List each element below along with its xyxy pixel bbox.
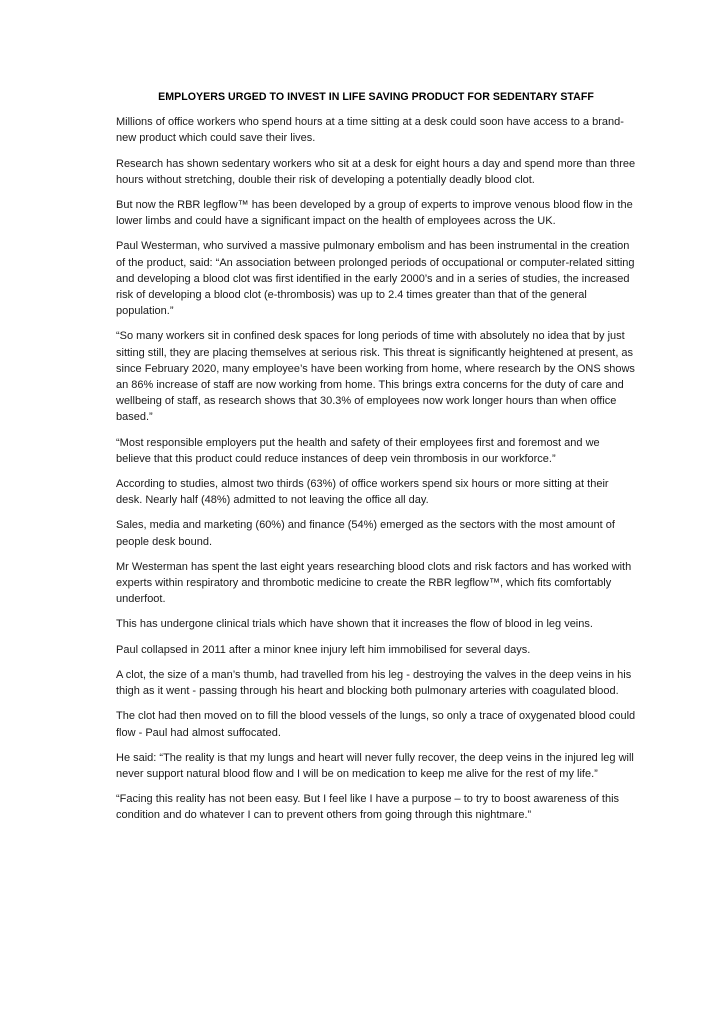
article-paragraph-10: This has undergone clinical trials which have shown that it increases the flow of blood in leg veins. (116, 618, 593, 631)
article-paragraph-13: The clot had then moved on to fill the blood vessels of the lungs, so only a trace of oxygenated blood could flow - Paul had almost suffocated. (116, 710, 636, 739)
article-paragraph-8: Sales, media and marketing (60%) and finance (54%) emerged as the sectors with the most amount of people desk bound. (116, 519, 615, 548)
article-body (116, 89, 636, 833)
article-paragraph-12: A clot, the size of a man’s thumb, had travelled from his leg - destroying the valves in the deep veins in his thigh as it went - passing through his heart and blocking both pulmonary arteries with coagulated blood. (116, 668, 632, 698)
article-paragraph-14: He said: “The reality is that my lungs and heart will never fully recover, the deep veins in the injured leg will never support natural blood flow and I will be on medication to keep me alive for the rest of my life.” (116, 751, 634, 780)
article-paragraph-15: “Facing this reality has not been easy. But I feel like I have a purpose – to try to boost awareness of this condition and do whatever I can to prevent others from going through this nightmare.” (116, 793, 620, 822)
article-paragraph-5: “So many workers sit in confined desk spaces for long periods of time with absolutely no idea that by just sitting still, they are placing themselves at serious risk. This threat is significantly heightened at present, as since February 2020, many employee’s have been working from home, where research by the ONS shows an 86% increase of staff are now working from home. This brings extra concerns for the duty of care and wellbeing of staff, as research shows that 30.3% of employees now work longer hours than when office based.” (116, 330, 635, 424)
article-headline: EMPLOYERS URGED TO INVEST IN LIFE SAVING PRODUCT FOR SEDENTARY STAFF (158, 91, 594, 103)
article-paragraph-11: Paul collapsed in 2011 after a minor knee injury left him immobilised for several days. (116, 643, 531, 656)
article-paragraph-9: Mr Westerman has spent the last eight years researching blood clots and risk factors and has worked with experts within respiratory and thrombotic medicine to create the RBR legflow™, which fits comfortably underfoot. (116, 560, 632, 606)
article-paragraph-7: According to studies, almost two thirds (63%) of office workers spend six hours or more sitting at their desk. Nearly half (48%) admitted to not leaving the office all day. (116, 478, 609, 507)
article-paragraph-2: Research has shown sedentary workers who sit at a desk for eight hours a day and spend more than three hours without stretching, double their risk of developing a potentially deadly blood clot. (116, 157, 636, 186)
article-paragraph-3: But now the RBR legflow™ has been developed by a group of experts to improve venous blood flow in the lower limbs and could have a significant impact on the health of employees across the UK. (116, 199, 633, 228)
article-paragraph-6: “Most responsible employers put the health and safety of their employees first and foremost and we believe that this product could reduce instances of deep vein thrombosis in our workforce.” (116, 436, 600, 465)
article-paragraph-4: Paul Westerman, who survived a massive pulmonary embolism and has been instrumental in the creation of the product, said: “An association between prolonged periods of occupational or computer-related sitting and developing a blood clot was first identified in the early 2000’s and in a series of studies, the increased risk of developing a blood clot (e-thrombosis) was up to 2.4 times greater than that of the general population.” (116, 240, 635, 318)
article-paragraph-1: Millions of office workers who spend hours at a time sitting at a desk could soon have access to a brand-new product which could save their lives. (116, 116, 624, 145)
